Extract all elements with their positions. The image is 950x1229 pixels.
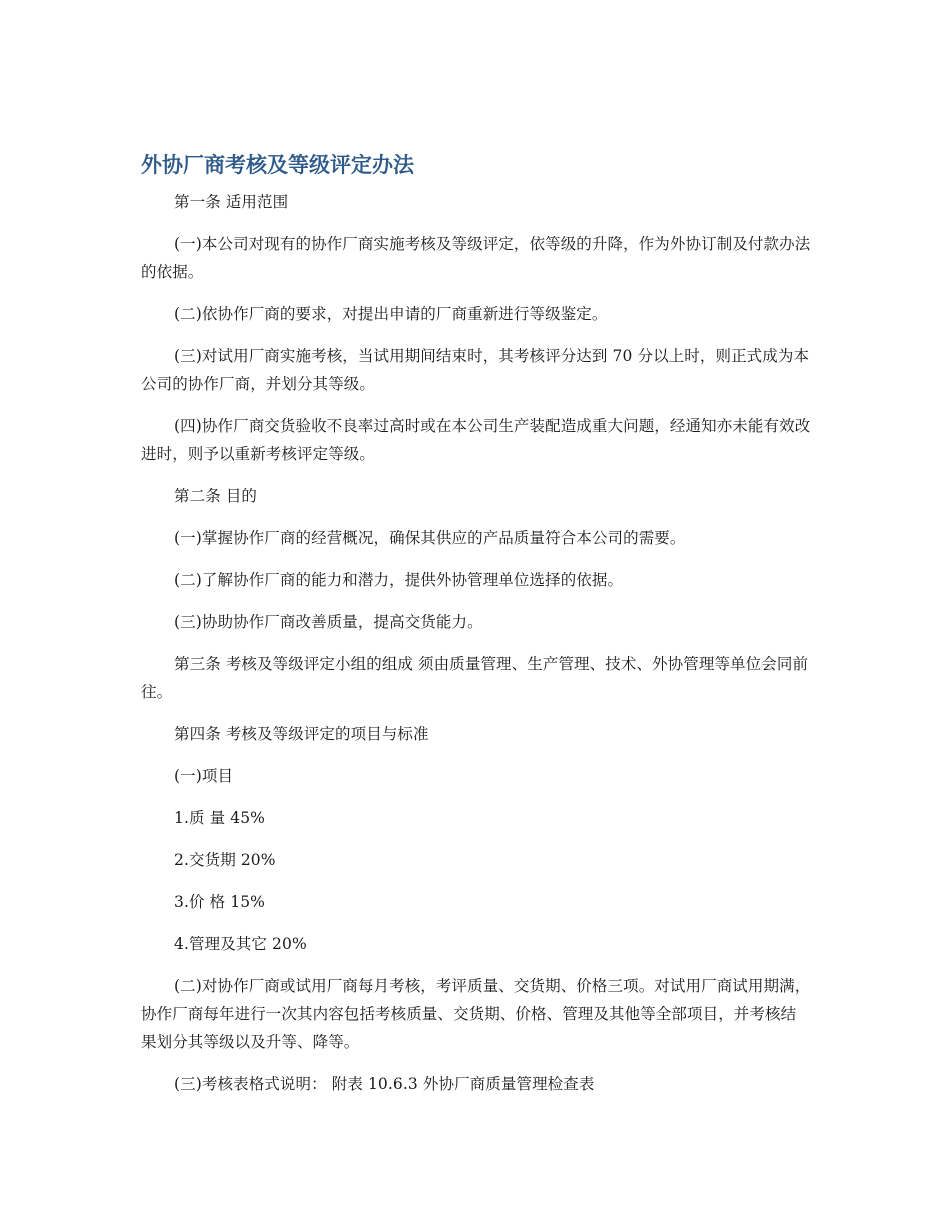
paragraph-scope-3: (三)对试用厂商实施考核，当试用期间结束时，其考核评分达到 70 分以上时，则正式成为本公司的协作厂商，并划分其等级。	[141, 347, 810, 393]
paragraph-purpose-3: (三)协助协作厂商改善质量，提高交货能力。	[174, 613, 483, 631]
list-item-delivery: 2.交货期 20%	[174, 851, 276, 869]
document-title: 外协厂商考核及等级评定办法	[141, 153, 414, 177]
document-page	[141, 150, 811, 1112]
paragraph-form-description: (三)考核表格式说明： 附表 10.6.3 外协厂商质量管理检查表	[174, 1075, 595, 1093]
list-item-price: 3.价 格 15%	[174, 893, 265, 911]
paragraph-article-3: 第三条 考核及等级评定小组的组成 须由质量管理、生产管理、技术、外协管理等单位会同前往。	[141, 655, 809, 701]
paragraph-scope-heading: 第一条 适用范围	[174, 193, 289, 211]
list-item-management: 4.管理及其它 20%	[174, 935, 307, 953]
paragraph-scope-4: (四)协作厂商交货验收不良率过高时或在本公司生产装配造成重大问题，经通知亦未能有效改进时，则予以重新考核评定等级。	[141, 417, 811, 463]
paragraph-article-4-heading: 第四条 考核及等级评定的项目与标准	[174, 725, 429, 743]
paragraph-assessment-method: (二)对协作厂商或试用厂商每月考核，考评质量、交货期、价格三项。对试用厂商试用期满，协作厂商每年进行一次其内容包括考核质量、交货期、价格、管理及其他等全部项目，并考核结果划分其等级以及升等、降等。	[141, 977, 811, 1051]
paragraph-items-heading: (一)项目	[174, 767, 234, 785]
paragraph-scope-2: (二)依协作厂商的要求，对提出申请的厂商重新进行等级鉴定。	[174, 305, 608, 323]
paragraph-purpose-heading: 第二条 目的	[174, 487, 258, 505]
paragraph-purpose-1: (一)掌握协作厂商的经营概况，确保其供应的产品质量符合本公司的需要。	[174, 529, 686, 547]
paragraph-scope-1: (一)本公司对现有的协作厂商实施考核及等级评定，依等级的升降，作为外协订制及付款办法的依据。	[141, 235, 811, 281]
paragraph-purpose-2: (二)了解协作厂商的能力和潜力，提供外协管理单位选择的依据。	[174, 571, 624, 589]
list-item-quality: 1.质 量 45%	[174, 809, 265, 827]
